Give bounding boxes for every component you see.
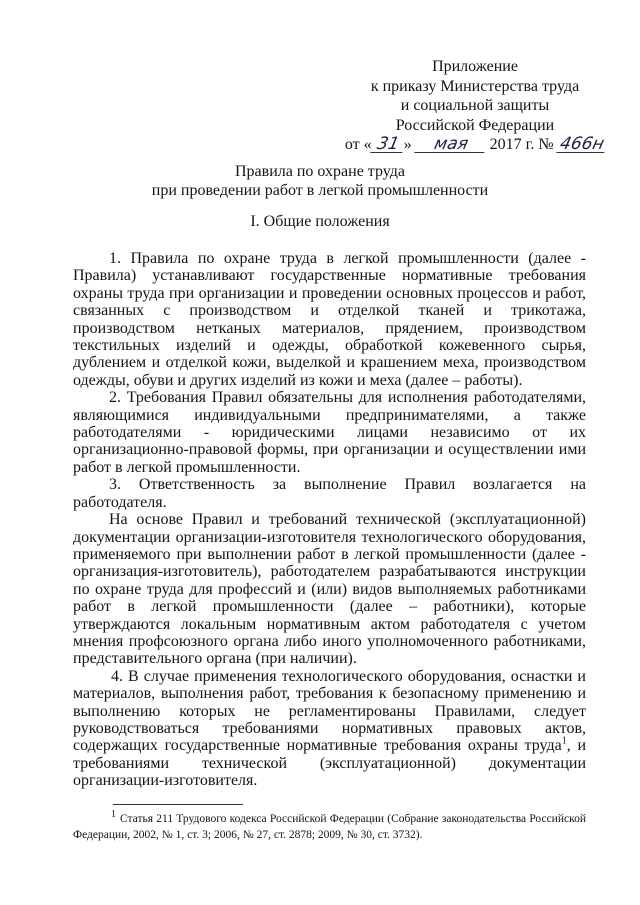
order-prefix: от « [344,136,372,153]
order-day-handwritten: 31 [370,137,405,153]
paragraph-1: 1. Правила по охране труда в легкой промышленности (далее - Правила) устанавливают государственные нормативные требования охраны труда при организации и проведении основных процессов и работ, связанных с производством и отделкой тканей и трикотажа, производством нетканых материалов, прядением, производством текстильных изделий и одежды, обработкой кожевенного сырья, дублением и отделкой кожи, выделкой и крашением меха, производством одежды, обуви и других изделий из кожи и меха (далее – работы). [73,250,586,389]
paragraph-4 [73,668,586,790]
order-month-handwritten: мая [414,137,487,153]
order-date-line [330,135,620,155]
paragraph-4-text-end: , и требованиями технической (эксплуатационной) документации организации-изготовителя. [73,737,587,790]
paragraph-4-text: 4. В случае применения технологического оборудования, оснастки и материалов, выполнения работ, требования к безопасному применению и выполнению которых не регламентированы Правилами, следует руководствоваться требованиями нормативных правовых актов, содержащих государственные нормативные требования охраны труда [73,667,586,755]
paragraph-3b: На основе Правил и требований технической (эксплуатационной) документации организации-изготовителя технологического оборудования, применяемого при выполнении работ в легкой промышленности (далее - организация-изготовитель), работодателем разрабатываются инструкции по охране труда для профессий и (или) видов выполняемых работниками работ в легкой промышленности (далее – работники), которые утверждаются локальным нормативным актом работодателя с учетом мнения профсоюзного органа либо иного уполномоченного работниками, представительного органа (при наличии). [73,511,586,668]
appendix-line-4: Российской Федерации [395,116,555,134]
title-line-1: Правила по охране труда [235,163,405,180]
paragraph-2: 2. Требования Правил обязательны для исполнения работодателями, являющимися индивидуальными предпринимателями, а также работодателями - юридическими лицами независимо от их организационно-правовой формы, при организации и осуществлении ими работ в легкой промышленности. [73,389,586,476]
order-number-handwritten: 466н [557,134,606,154]
document-title [0,162,640,200]
order-mid: » [403,136,416,153]
footnote-text: Статья 211 Трудового кодекса Российской Федерации (Собрание законодательства Российской Федерации, 2002, № 1, ст. 3; 2006, № 27, ст. 2878; 2009, № 30, ст. 3732). [73,813,586,841]
footnote-divider [113,804,243,805]
footnote-reference: 1 [561,736,567,748]
appendix-header [330,57,620,155]
footnote [73,811,586,843]
appendix-line-2: к приказу Министерства труда [370,77,580,95]
paragraph-3: 3. Ответственность за выполнение Правил возлагается на работодателя. [73,476,586,511]
footnote-mark: 1 [111,809,116,821]
order-year: 2017 г. № [485,136,558,153]
title-line-2: при проведении работ в легкой промышленности [151,182,489,199]
document-body [73,250,586,790]
section-heading: I. Общие положения [250,213,390,230]
appendix-line-1: Приложение [432,58,518,75]
appendix-line-3: и социальной защиты [400,97,550,114]
